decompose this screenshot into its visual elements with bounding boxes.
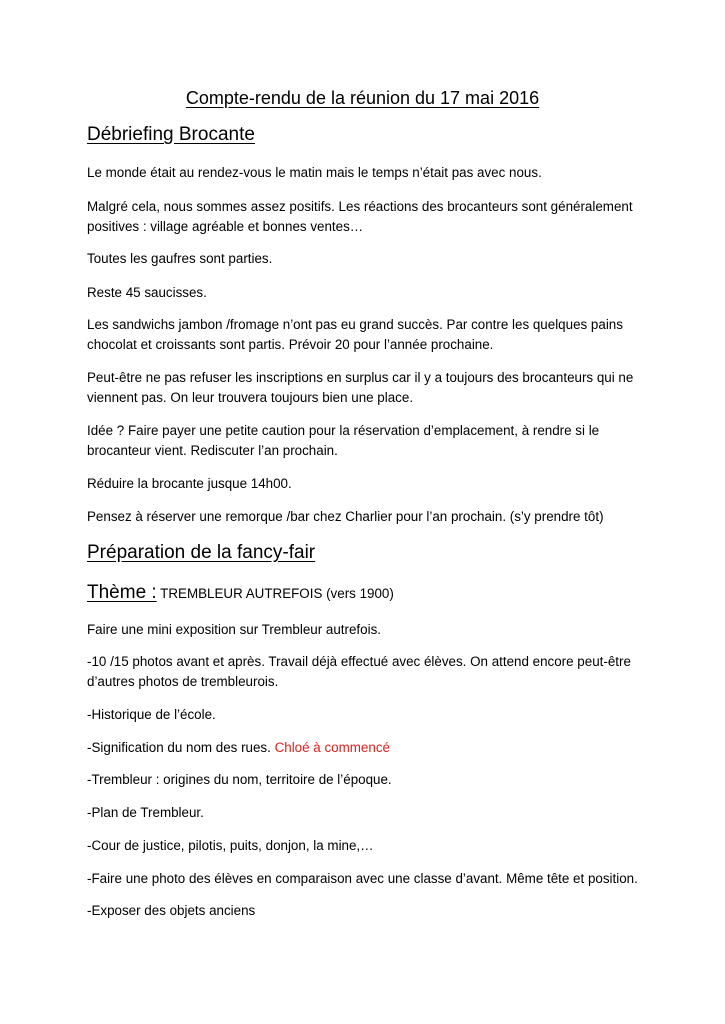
fancy-fair-item-8: -Faire une photo des élèves en comparaison avec une classe d’avant. Même tête et position. (87, 871, 638, 886)
theme-value: TREMBLEUR AUTREFOIS (vers 1900) (156, 586, 394, 601)
rues-note: Chloé à commencé (274, 740, 390, 755)
fancy-fair-item-5: -Trembleur : origines du nom, territoire de l’époque. (87, 772, 392, 787)
heading-debriefing-brocante: Débriefing Brocante (87, 124, 255, 145)
paragraph-7: Idée ? Faire payer une petite caution pour la réservation d’emplacement, à rendre si le brocanteur vient. Rediscuter l’an prochain. (87, 423, 600, 458)
fancy-fair-item-6: -Plan de Trembleur. (87, 805, 204, 820)
paragraph-3: Toutes les gaufres sont parties. (87, 251, 273, 266)
paragraph-8: Réduire la brocante jusque 14h00. (87, 476, 292, 491)
paragraph-5: Les sandwichs jambon /fromage n’ont pas eu grand succès. Par contre les quelques pains chocolat et croissants sont partis. Prévoir 20 pour l’année prochaine. (87, 317, 623, 352)
paragraph-2: Malgré cela, nous sommes assez positifs. Les réactions des brocanteurs sont généralement positives : village agréable et bonnes ventes… (87, 199, 633, 234)
heading-preparation-fancy-fair: Préparation de la fancy-fair (87, 542, 316, 563)
fancy-fair-item-3: -Historique de l’école. (87, 707, 216, 722)
rues-text: -Signification du nom des rues. (87, 740, 271, 755)
fancy-fair-item-4 (87, 738, 647, 758)
fancy-fair-item-2: -10 /15 photos avant et après. Travail déjà effectué avec élèves. On attend encore peut-être d’autres photos de trembleurois. (87, 654, 631, 689)
paragraph-6: Peut-être ne pas refuser les inscriptions en surplus car il y a toujours des brocanteurs qui ne viennent pas. On leur trouvera toujours bien une place. (87, 370, 634, 405)
fancy-fair-item-7: -Cour de justice, pilotis, puits, donjon, la mine,… (87, 838, 374, 853)
document-page (87, 0, 687, 1024)
document-title: Compte-rendu de la réunion du 17 mai 2016 (185, 88, 540, 108)
theme-label: Thème : (87, 582, 157, 603)
fancy-fair-item-9: -Exposer des objets anciens (87, 903, 256, 918)
paragraph-1: Le monde était au rendez-vous le matin mais le temps n’était pas avec nous. (87, 165, 542, 180)
fancy-fair-item-1: Faire une mini exposition sur Trembleur autrefois. (87, 622, 381, 637)
paragraph-4: Reste 45 saucisses. (87, 285, 207, 300)
theme-line (87, 582, 394, 604)
paragraph-9: Pensez à réserver une remorque /bar chez Charlier pour l’an prochain. (s’y prendre tôt) (87, 509, 604, 524)
